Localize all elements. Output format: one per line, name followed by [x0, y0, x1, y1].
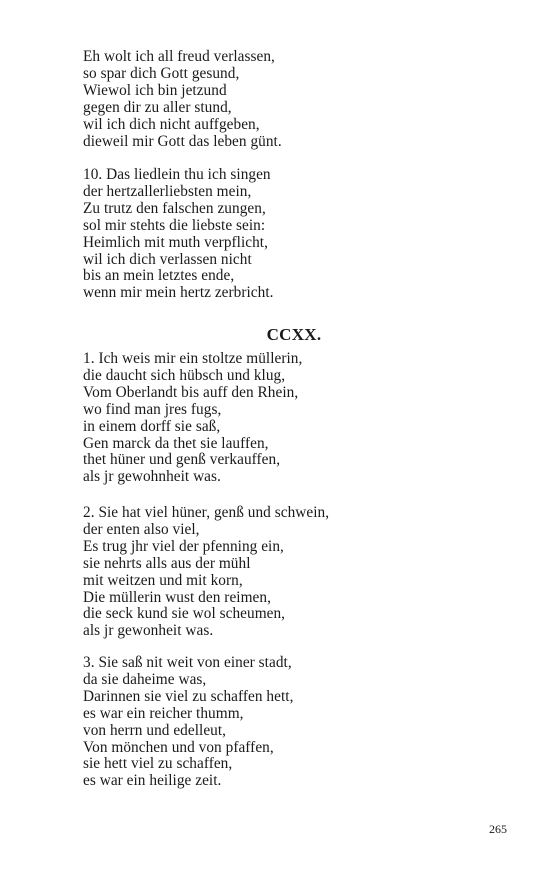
- stanza-4: [83, 505, 329, 640]
- verse-line: gegen dir zu aller stund,: [83, 98, 232, 116]
- verse-line: bis an mein letztes ende,: [83, 267, 235, 285]
- verse-line: 1. Ich weis mir ein stoltze müllerin,: [83, 350, 303, 367]
- stanza-3: [83, 351, 302, 486]
- verse-line: es war ein heilige zeit.: [83, 772, 222, 790]
- verse-line: 2. Sie hat viel hüner, genß und schwein,: [83, 504, 330, 521]
- verse-line: thet hüner und genß verkauffen,: [83, 451, 281, 469]
- verse-line: als jr gewohnheit was.: [83, 468, 221, 486]
- verse-line: sie hett viel zu schaffen,: [83, 755, 233, 773]
- verse-line: so spar dich Gott gesund,: [83, 64, 240, 82]
- verse-line: Es trug jhr viel der pfenning ein,: [83, 537, 284, 555]
- verse-line: 3. Sie saß nit weit von einer stadt,: [83, 654, 292, 671]
- verse-line: Heimlich mit muth verpflicht,: [83, 233, 268, 251]
- verse-line: sie nehrts alls aus der mühl: [83, 554, 251, 572]
- verse-line: wenn mir mein hertz zerbricht.: [83, 284, 274, 302]
- verse-line: 10. Das liedlein thu ich singen: [83, 166, 271, 183]
- verse-line: da sie daheime was,: [83, 670, 207, 688]
- verse-line: dieweil mir Gott das leben günt.: [83, 132, 282, 150]
- section-heading: CCXX.: [266, 325, 322, 344]
- verse-line: Zu trutz den falschen zungen,: [83, 199, 266, 217]
- verse-line: Die müllerin wust den reimen,: [83, 588, 271, 606]
- verse-line: Vom Oberlandt bis auff den Rhein,: [83, 383, 299, 401]
- verse-line: Eh wolt ich all freud verlassen,: [83, 48, 275, 65]
- verse-line: wo find man jres fugs,: [83, 400, 222, 418]
- verse-line: mit weitzen und mit korn,: [83, 571, 243, 589]
- verse-line: von herrn und edelleut,: [83, 721, 227, 739]
- verse-line: der enten also viel,: [83, 520, 200, 538]
- stanza-5: [83, 655, 293, 790]
- verse-line: der hertzallerliebsten mein,: [83, 182, 252, 200]
- verse-line: als jr gewonheit was.: [83, 622, 214, 640]
- page-number: 265: [489, 822, 507, 836]
- verse-line: wil ich dich nicht auffgeben,: [83, 115, 260, 133]
- stanza-1: [83, 49, 282, 150]
- verse-line: sol mir stehts die liebste sein:: [83, 216, 266, 234]
- verse-line: Von mönchen und von pfaffen,: [83, 738, 274, 756]
- verse-line: in einem dorff sie saß,: [83, 417, 221, 435]
- verse-line: es war ein reicher thumm,: [83, 704, 244, 722]
- verse-line: Wiewol ich bin jetzund: [83, 81, 227, 99]
- verse-line: Gen marck da thet sie lauffen,: [83, 434, 269, 452]
- stanza-2: [83, 167, 274, 302]
- verse-line: wil ich dich verlassen nicht: [83, 250, 252, 268]
- verse-line: Darinnen sie viel zu schaffen hett,: [83, 687, 294, 705]
- verse-line: die daucht sich hübsch und klug,: [83, 366, 286, 384]
- verse-line: die seck kund sie wol scheumen,: [83, 605, 286, 623]
